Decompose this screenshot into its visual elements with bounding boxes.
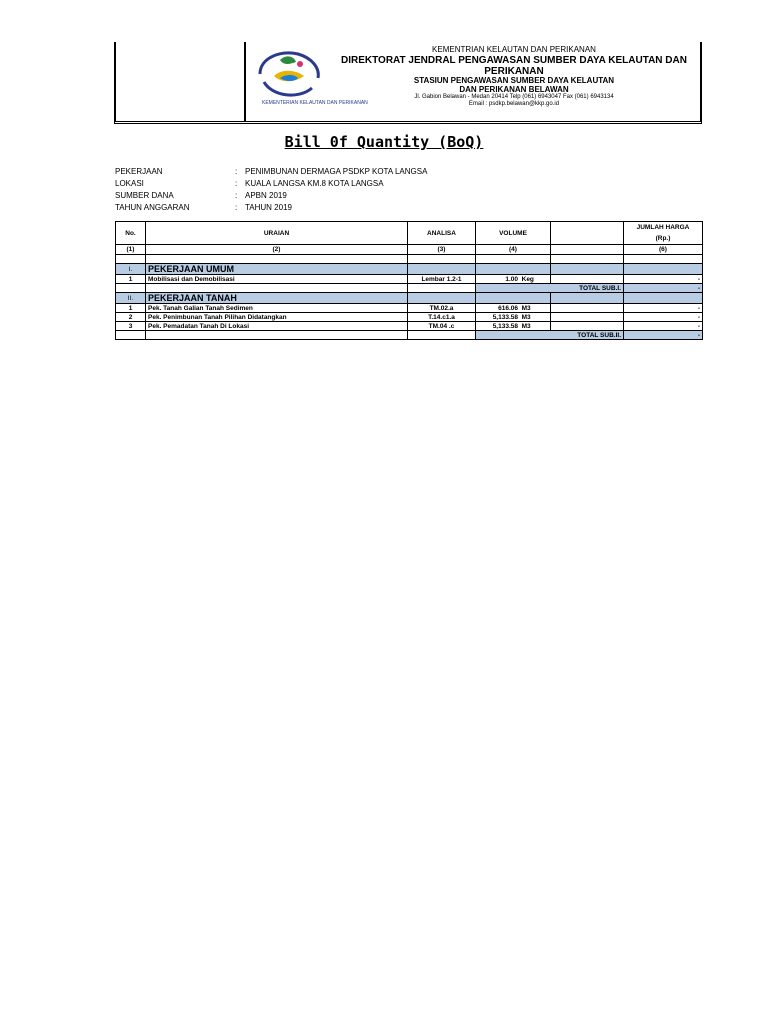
section-row [116, 293, 703, 304]
item-no: 3 [116, 322, 146, 331]
item-uraian: Pek. Pemadatan Tanah Di Lokasi [146, 322, 408, 331]
item-analisa: Lembar 1.2-1 [408, 275, 476, 284]
meta-separator: : [235, 167, 238, 176]
meta-label: PEKERJAAN [115, 167, 163, 176]
item-uraian: Pek. Penimbunan Tanah Pilihan Didatangkan [146, 313, 408, 322]
header-row [116, 222, 703, 245]
item-volume [476, 275, 551, 284]
table-row [116, 322, 703, 331]
boq-table [115, 221, 703, 340]
total-row [116, 331, 703, 340]
item-unit: M3 [521, 313, 531, 321]
col-num: (6) [624, 245, 703, 255]
total-value: - [624, 284, 703, 293]
item-unit: Keg [521, 275, 534, 283]
item-volume-value: 1.00 [505, 275, 518, 283]
col-num-blank [551, 245, 624, 255]
meta-separator: : [235, 179, 238, 188]
item-jumlah: - [624, 275, 703, 284]
meta-row [115, 190, 427, 202]
section-no: II. [116, 293, 146, 304]
address: Jl. Gabion Belawan - Medan 20414 Telp (061) 6943047 Fax (061) 6943134 [414, 94, 614, 101]
header-jumlah-harga [624, 222, 703, 245]
item-unit: M3 [521, 322, 531, 330]
header-analisa: ANALISA [408, 222, 476, 245]
header-jumlah-unit: (Rp.) [655, 235, 671, 242]
ministry-name: KEMENTRIAN KELAUTAN DAN PERIKANAN [432, 45, 596, 54]
logo-text: KEMENTERIAN KELAUTAN DAN PERIKANAN [262, 100, 368, 106]
item-jumlah: - [624, 322, 703, 331]
item-volume-value: 5,133.58 [492, 313, 518, 321]
meta-label: LOKASI [115, 179, 144, 188]
item-volume [476, 322, 551, 331]
total-label: TOTAL SUB.I. [476, 284, 624, 293]
item-analisa: TM.02.a [408, 304, 476, 313]
meta-label: SUMBER DANA [115, 191, 174, 200]
header-volume: VOLUME [476, 222, 551, 245]
column-number-row [116, 245, 703, 255]
station-name-2: DAN PERIKANAN BELAWAN [459, 84, 569, 94]
letterhead [114, 42, 702, 124]
item-jumlah: - [624, 304, 703, 313]
meta-label: TAHUN ANGGARAN [115, 203, 190, 212]
letterhead-blank-cell [116, 42, 246, 121]
col-num: (3) [408, 245, 476, 255]
table-row [116, 275, 703, 284]
item-no: 2 [116, 313, 146, 322]
meta-value: APBN 2019 [245, 191, 287, 200]
meta-value: TAHUN 2019 [245, 203, 292, 212]
item-volume-value: 5,133.58 [492, 322, 518, 330]
total-value: - [624, 331, 703, 340]
item-no: 1 [116, 304, 146, 313]
header-jumlah-label: JUMLAH HARGA [636, 224, 690, 231]
col-num: (1) [116, 245, 146, 255]
table-row [116, 313, 703, 322]
item-no: 1 [116, 275, 146, 284]
directorate-name: DIREKTORAT JENDRAL PENGAWASAN SUMBER DAYA KELAUTAN DAN PERIKANAN [341, 54, 687, 77]
item-volume [476, 304, 551, 313]
section-title: PEKERJAAN TANAH [146, 293, 408, 304]
item-volume [476, 313, 551, 322]
letterhead-text [326, 46, 702, 108]
item-analisa: TM.04 .c [408, 322, 476, 331]
item-uraian: Mobilisasi dan Demobilisasi [146, 275, 408, 284]
meta-row [115, 166, 427, 178]
station-name-1: STASIUN PENGAWASAN SUMBER DAYA KELAUTAN [413, 75, 615, 85]
header-uraian: URAIAN [146, 222, 408, 245]
total-row [116, 284, 703, 293]
header-no: No. [116, 222, 146, 245]
item-unit: M3 [521, 304, 531, 312]
header-blank [551, 222, 624, 245]
meta-separator: : [235, 191, 238, 200]
section-title: PEKERJAAN UMUM [146, 264, 408, 275]
item-jumlah: - [624, 313, 703, 322]
document-title: Bill 0f Quantity (BoQ) [284, 133, 484, 151]
email: Email : psdkp.belawan@kkp.go.id [468, 100, 560, 107]
item-uraian: Pek. Tanah Galian Tanah Sedimen [146, 304, 408, 313]
spacer-row [116, 255, 703, 264]
item-volume-value: 616.06 [498, 304, 518, 312]
section-no: I. [116, 264, 146, 275]
meta-value: KUALA LANGSA KM.8 KOTA LANGSA [245, 179, 384, 188]
item-analisa: T.14.c1.a [408, 313, 476, 322]
kkp-logo-icon [250, 46, 368, 106]
meta-row [115, 178, 427, 190]
total-label: TOTAL SUB.II. [476, 331, 624, 340]
col-num: (2) [146, 245, 408, 255]
meta-row [115, 202, 427, 214]
section-row [116, 264, 703, 275]
meta-value: PENIMBUNAN DERMAGA PSDKP KOTA LANGSA [245, 167, 428, 176]
col-num: (4) [476, 245, 551, 255]
table-row [116, 304, 703, 313]
project-info [115, 166, 427, 214]
meta-separator: : [235, 203, 238, 212]
